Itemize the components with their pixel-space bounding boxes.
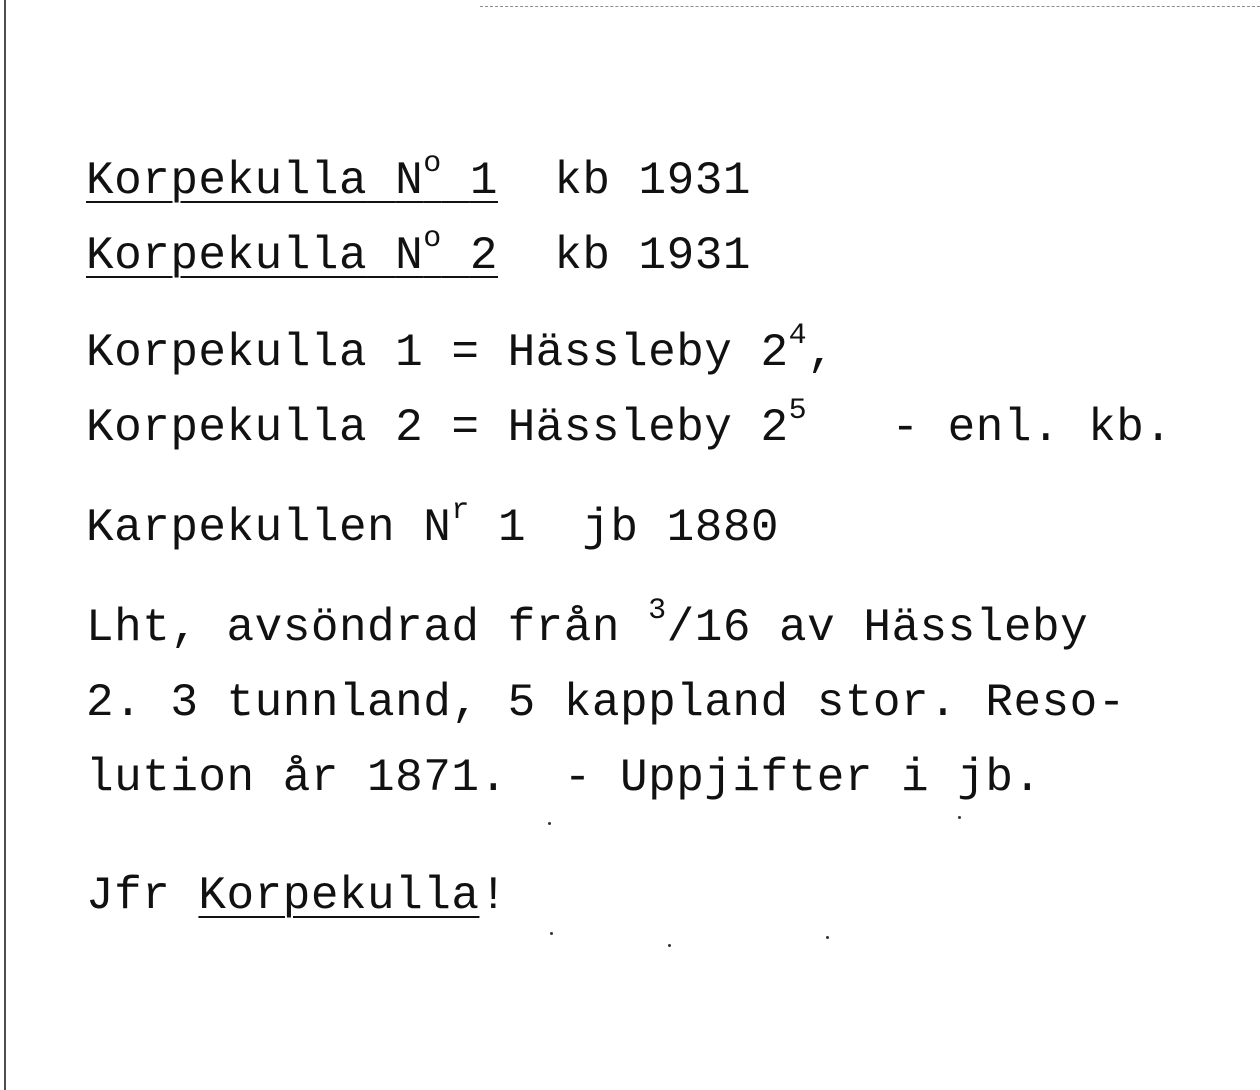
heading-korpekulla-1: Korpekulla $N^o$ 1: [86, 146, 498, 207]
entry-korpekulla-1: [86, 146, 751, 207]
card-left-edge: [4, 0, 6, 1090]
card-top-edge: [480, 6, 1260, 8]
kb-reference: kb 1931: [554, 155, 751, 207]
heading-korpekulla-2: Korpekulla $N^o$ 2: [86, 221, 498, 282]
scan-speck: [548, 822, 551, 825]
entry-korpekulla-2: [86, 221, 751, 282]
scan-speck: [668, 944, 671, 947]
description-line-1: Lht, avsöndrad från $^3$/16 av Hässleby: [86, 593, 1089, 654]
cross-reference-line: Jfr Korpekulla!: [86, 870, 508, 922]
equivalence-line-1: Korpekulla 1 = Hässleby $2^4$,: [86, 318, 836, 379]
scan-speck: [550, 932, 553, 935]
scan-speck: [958, 816, 961, 819]
description-line-3: lution år 1871. - Uppjifter i jb.: [86, 752, 1042, 804]
kb-reference: kb 1931: [554, 230, 751, 282]
equivalence-line-2: Korpekulla 2 = Hässleby $2^5$ - enl. kb.: [86, 393, 1173, 454]
description-line-2: 2. 3 tunnland, 5 kappland stor. Reso-: [86, 677, 1126, 729]
cross-reference-link[interactable]: Korpekulla: [198, 870, 480, 922]
karpekullen-line: Karpekullen $N^r$ 1 jb 1880: [86, 493, 780, 554]
scan-speck: [826, 936, 829, 939]
